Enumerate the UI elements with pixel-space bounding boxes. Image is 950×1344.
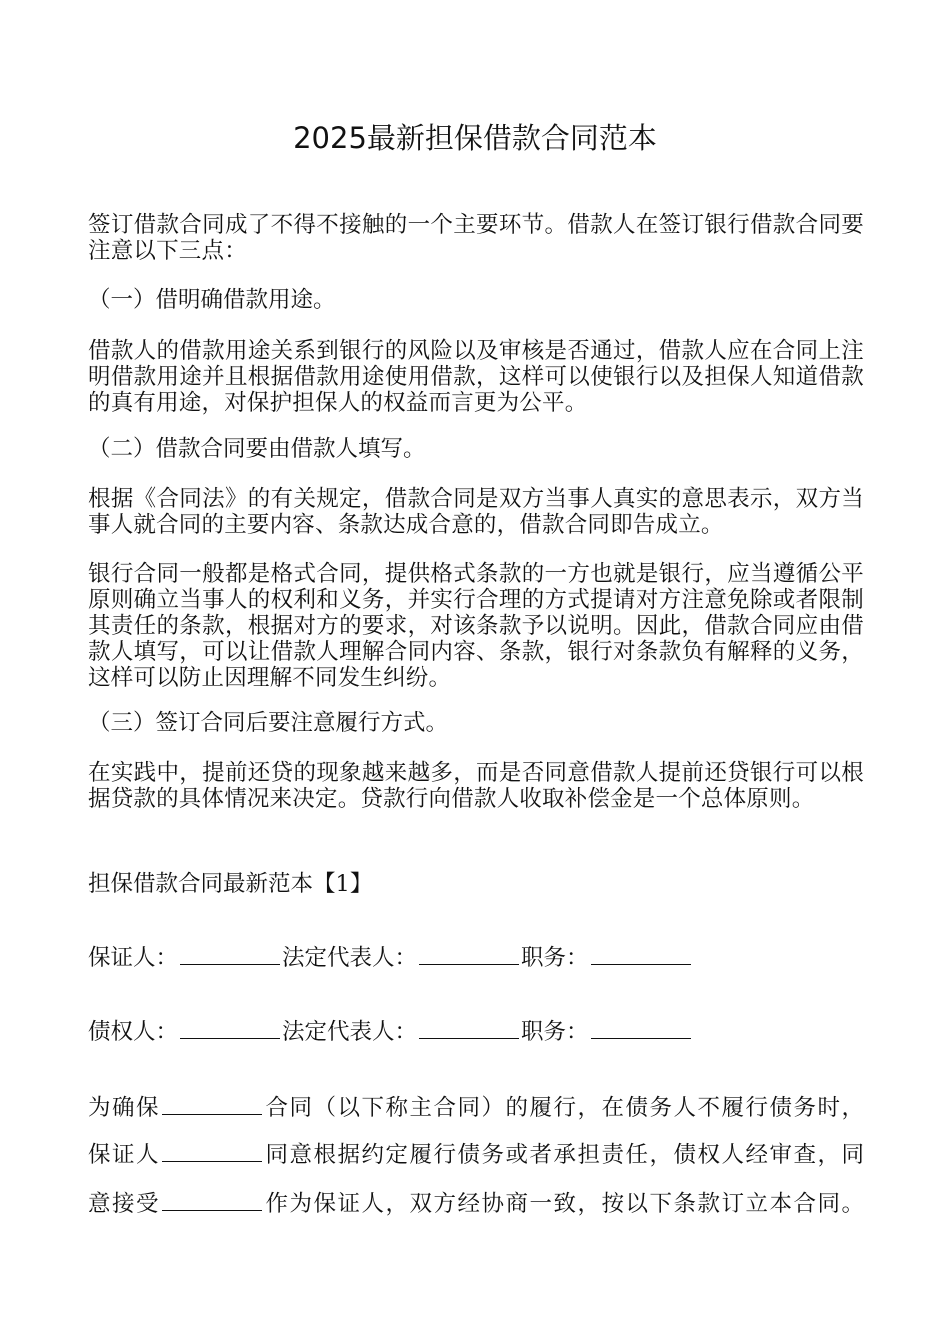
guarantor-legal-rep-label: 法定代表人：: [282, 945, 418, 971]
clause-2-start: 保证人: [88, 1142, 160, 1168]
accept-guarantor-blank[interactable]: [162, 1190, 262, 1211]
section-3-body: 在实践中，提前还贷的现象越来越多，而是否同意借款人提前还贷银行可以根据贷款的具体情况来决定。贷款行向借款人收取补偿金是一个总体原则。: [88, 760, 864, 812]
creditor-legal-rep-blank[interactable]: [419, 1018, 519, 1039]
creditor-position-label: 职务：: [521, 1019, 589, 1045]
main-contract-blank[interactable]: [162, 1094, 262, 1115]
clause-1-start: 为确保: [88, 1095, 160, 1121]
creditor-line: [88, 1018, 693, 1046]
intro-paragraph: 签订借款合同成了不得不接触的一个主要环节。借款人在签订银行借款合同要注意以下三点：: [88, 212, 864, 264]
template-heading: 担保借款合同最新范本【1】: [88, 871, 373, 897]
creditor-blank[interactable]: [180, 1018, 280, 1039]
section-2-heading: （二）借款合同要由借款人填写。: [88, 436, 426, 462]
section-2-body-2: 银行合同一般都是格式合同，提供格式条款的一方也就是银行，应当遵循公平原则确立当事人的权利和义务，并实行合理的方式提请对方注意免除或者限制其责任的条款，根据对方的要求，对该条款予以说明。因此，借款合同应由借款人填写，可以让借款人理解合同内容、条款，银行对条款负有解释的义务，这样可以防止因理解不同发生纠纷。: [88, 561, 864, 691]
clause-3-start: 意接受: [88, 1191, 160, 1217]
guarantor-blank[interactable]: [180, 944, 280, 965]
guarantor-legal-rep-blank[interactable]: [419, 944, 519, 965]
section-3-heading: （三）签订合同后要注意履行方式。: [88, 710, 449, 736]
guarantor-name-blank[interactable]: [162, 1141, 262, 1162]
creditor-position-blank[interactable]: [591, 1018, 691, 1039]
clause-3-rest: 作为保证人，双方经协商一致，按以下条款订立本合同。: [264, 1191, 864, 1217]
clause-1-rest: 合同（以下称主合同）的履行，在债务人不履行债务时，: [264, 1095, 864, 1121]
creditor-label: 债权人：: [88, 1019, 179, 1045]
section-1-body: 借款人的借款用途关系到银行的风险以及审核是否通过，借款人应在合同上注明借款用途并且根据借款用途使用借款，这样可以使银行以及担保人知道借款的真有用途，对保护担保人的权益而言更为公平。: [88, 338, 864, 416]
clause-line-1: [88, 1094, 864, 1122]
guarantor-position-label: 职务：: [521, 945, 589, 971]
clause-2-rest: 同意根据约定履行债务或者承担责任，债权人经审查，同: [264, 1142, 864, 1168]
section-2-body-1: 根据《合同法》的有关规定，借款合同是双方当事人真实的意思表示，双方当事人就合同的主要内容、条款达成合意的，借款合同即告成立。: [88, 486, 864, 538]
guarantor-line: [88, 944, 693, 972]
creditor-legal-rep-label: 法定代表人：: [282, 1019, 418, 1045]
clause-line-2: [88, 1141, 864, 1169]
guarantor-position-blank[interactable]: [591, 944, 691, 965]
section-1-heading: （一）借明确借款用途。: [88, 287, 336, 313]
document-title: 2025最新担保借款合同范本: [293, 121, 657, 155]
guarantor-label: 保证人：: [88, 945, 179, 971]
clause-line-3: [88, 1190, 864, 1218]
